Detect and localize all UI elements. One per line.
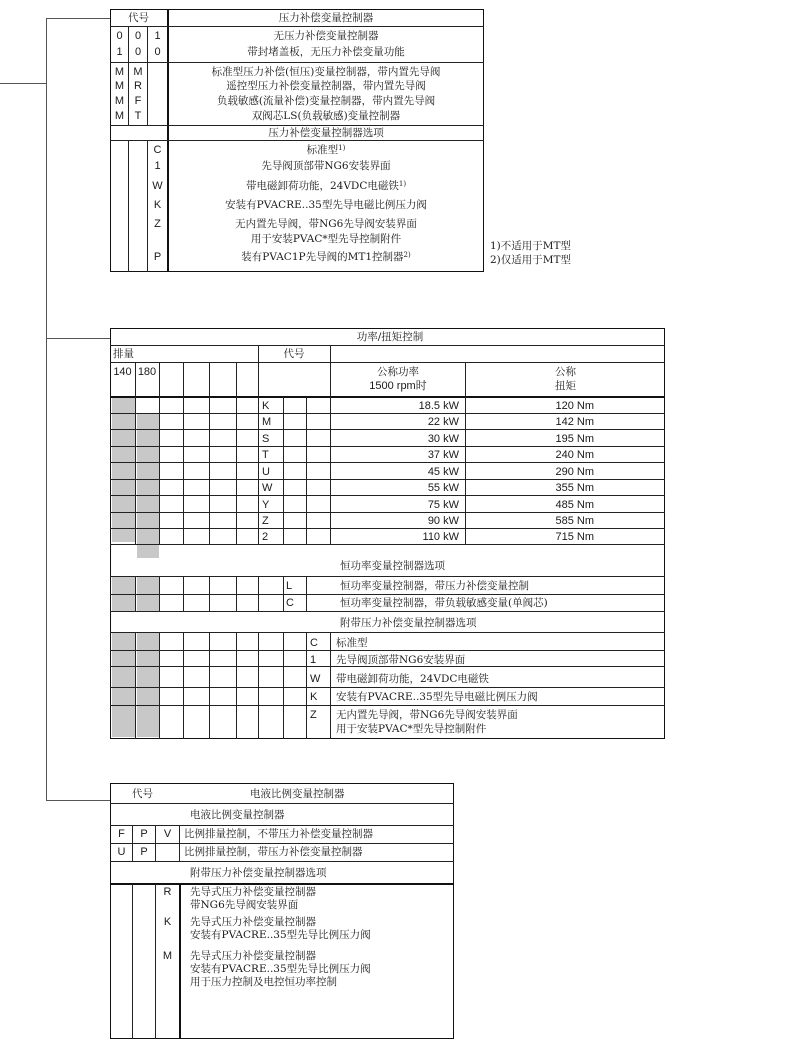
table-title: 电液比例变量控制器	[250, 788, 345, 800]
connector-branch-1	[46, 18, 110, 19]
footnote-1: 1)不适用于MT型	[490, 240, 572, 252]
pc-options-title: 附带压力补偿变量控制器选项	[340, 617, 477, 629]
options-title: 压力补偿变量控制器选项	[268, 127, 384, 139]
connector-branch-2	[46, 338, 110, 339]
code-label: 代号	[132, 788, 153, 800]
table-title: 功率/扭矩控制	[356, 331, 424, 343]
option-desc: 带封堵盖板，无压力补偿变量功能	[247, 46, 405, 58]
footnote-2: 2)仅适用于MT型	[490, 254, 572, 266]
cp-options-title: 恒功率变量控制器选项	[340, 560, 445, 572]
sub-title: 电液比例变量控制器	[190, 809, 285, 821]
options-title: 附带压力补偿变量控制器选项	[190, 867, 327, 879]
table-title: 压力补偿变量控制器	[278, 12, 374, 24]
connector-stub	[0, 83, 46, 84]
code-label: 代号	[128, 12, 149, 24]
connector-branch-3	[46, 800, 110, 801]
option-desc: 无压力补偿变量控制器	[273, 30, 379, 42]
displacement-label: 排量	[113, 348, 134, 360]
code-label: 代号	[283, 348, 305, 360]
connector-trunk	[46, 18, 47, 801]
